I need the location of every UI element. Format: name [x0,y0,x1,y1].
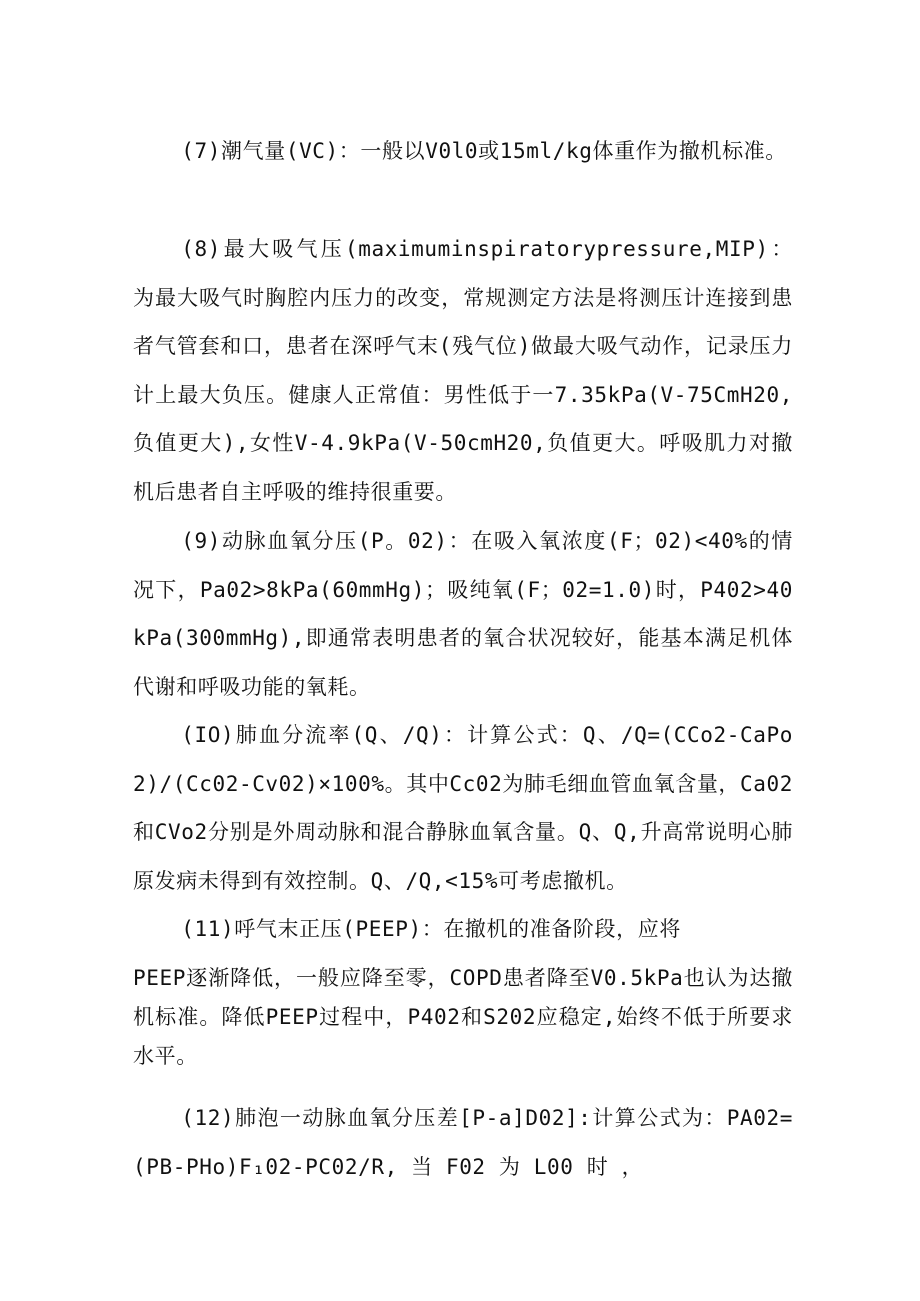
paragraph-max-inspiratory-pressure: (8)最大吸气压(maximuminspiratorypressure,MIP)：为最大吸气时胸腔内压力的改变，常规测定方法是将测压计连接到患者气管套和口，患者在深呼气末(残气位)做最大吸气动作，记录压力计上最大负压。健康人正常值：男性低于一7.35kPa(V-75CmH20,负值更大),女性V-4.9kPa(V-50cmH20,负值更大。呼吸肌力对撤机后患者自主呼吸的维持很重要。 [133,237,793,504]
paragraph-alveolar-arterial-gradient: (12)肺泡一动脉血氧分压差[P-a]D02]:计算公式为：PA02=(PB-PHo)F₁02-PC02/R, 当 F02 为 L00 时 ， [133,1106,793,1179]
paragraph-peep-body: PEEP逐渐降低，一般应降至零，COPD患者降至V0.5kPa也认为达撤机标准。降低PEEP过程中，P402和S202应稳定,始终不低于所要求水平。 [133,966,793,1068]
paragraph-tidal-volume: (7)潮气量(VC)：一般以V0l0或15ml/kg体重作为撤机标准。 [181,139,787,163]
paragraph-pulmonary-shunt-rate: (IO)肺血分流率(Q、/Q)：计算公式：Q、/Q=(CCo2-CaPo2)/(Cc02-Cv02)×100%。其中Cc02为肺毛细血管血氧含量，Ca02和CVo2分别是外周动脉和混合静脉血氧含量。Q、Q,升高常说明心肺原发病未得到有效控制。Q、/Q,<15%可考虑撤机。 [133,723,793,893]
paragraph-arterial-oxygen-pressure: (9)动脉血氧分压(P。02)：在吸入氧浓度(F；02)<40%的情况下，Pa02>8kPa(60mmHg)；吸纯氧(F；02=1.0)时，P402>40kPa(300mmHg),即通常表明患者的氧合状况较好，能基本满足机体代谢和呼吸功能的氧耗。 [133,529,793,699]
paragraph-peep-heading: (11)呼气末正压(PEEP)：在撤机的准备阶段，应将 [181,917,681,941]
